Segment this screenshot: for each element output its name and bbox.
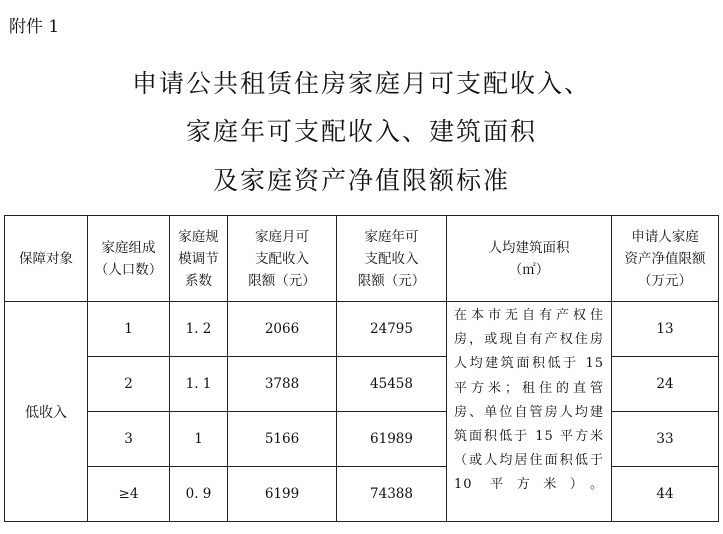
cell-coef: 1	[170, 412, 228, 467]
cell-size: 3	[88, 412, 170, 467]
header-target: 保障对象	[5, 216, 88, 302]
header-area: 人均建筑面积 （㎡）	[447, 216, 612, 302]
table-row	[5, 412, 719, 467]
cell-assets: 13	[612, 302, 719, 357]
title-line-3: 及家庭资产净值限额标准	[212, 166, 510, 195]
cell-assets: 44	[612, 467, 719, 522]
header-row	[5, 216, 719, 302]
cell-annual: 45458	[337, 357, 447, 412]
header-annual-income: 家庭年可 支配收入 限额（元）	[337, 216, 447, 302]
cell-monthly: 6199	[228, 467, 337, 522]
cell-coef: 1. 1	[170, 357, 228, 412]
cell-coef: 0. 9	[170, 467, 228, 522]
table-row	[5, 467, 719, 522]
cell-annual: 24795	[337, 302, 447, 357]
title-line-2: 家庭年可支配收入、建筑面积	[185, 117, 537, 146]
cell-assets: 24	[612, 357, 719, 412]
cell-annual: 61989	[337, 412, 447, 467]
title-line-1: 申请公共租赁住房家庭月可支配收入、	[131, 69, 591, 98]
cell-size: 2	[88, 357, 170, 412]
income-limit-table	[4, 215, 719, 522]
header-assets: 申请人家庭 资产净值限额 （万元）	[612, 216, 719, 302]
group-label: 低收入	[5, 302, 88, 522]
cell-monthly: 2066	[228, 302, 337, 357]
area-condition: 在本市无自有产权住房，或现自有产权住房人均建筑面积低于 15 平方米；租住的直管房、单位自管房人均建筑面积低于 15 平方米（或人均居住面积低于 10 平方米）。	[447, 302, 612, 522]
header-monthly-income: 家庭月可 支配收入 限额（元）	[228, 216, 337, 302]
header-coefficient: 家庭规 模调节 系数	[170, 216, 228, 302]
attachment-label: 附件 1	[9, 17, 60, 37]
cell-monthly: 5166	[228, 412, 337, 467]
cell-annual: 74388	[337, 467, 447, 522]
cell-monthly: 3788	[228, 357, 337, 412]
table-row	[5, 302, 719, 357]
cell-size: ≥4	[88, 467, 170, 522]
cell-coef: 1. 2	[170, 302, 228, 357]
header-family-size: 家庭组成 （人口数）	[88, 216, 170, 302]
cell-assets: 33	[612, 412, 719, 467]
table-row	[5, 357, 719, 412]
cell-size: 1	[88, 302, 170, 357]
